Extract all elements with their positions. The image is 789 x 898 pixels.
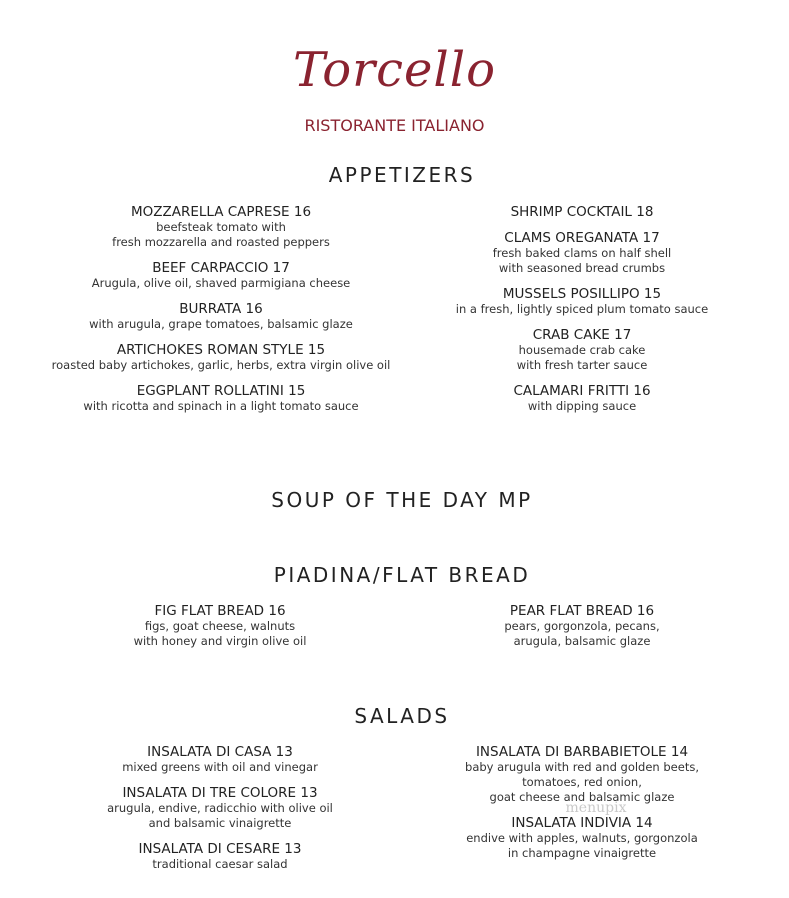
- menu-item: [40, 301, 402, 332]
- menu-item-description: endive with apples, walnuts, gorgonzola in champagne vinaigrette: [466, 831, 698, 860]
- menu-item: [40, 204, 402, 250]
- menu-item: [70, 841, 370, 872]
- menu-item: [432, 286, 732, 317]
- flatbread-heading: PIADINA/FLAT BREAD: [273, 563, 531, 587]
- appetizers-left-column: [40, 204, 402, 424]
- menu-item-description: arugula, endive, radicchio with olive oil and balsamic vinaigrette: [107, 801, 333, 830]
- salads-left-column: [70, 744, 370, 882]
- menu-item-description: figs, goat cheese, walnuts with honey and virgin olive oil: [133, 619, 307, 648]
- menu-item-name: INSALATA DI CASA 13: [147, 744, 293, 760]
- menu-item-name: BEEF CARPACCIO 17: [152, 260, 290, 276]
- menu-item: [70, 785, 370, 831]
- menu-item: [40, 383, 402, 414]
- menu-item-name: SHRIMP COCKTAIL 18: [510, 204, 654, 220]
- salads-heading: SALADS: [354, 704, 450, 728]
- menu-item: [432, 327, 732, 373]
- menu-item: [40, 260, 402, 291]
- menu-item-name: ARTICHOKES ROMAN STYLE 15: [116, 342, 326, 358]
- menu-item-description: in a fresh, lightly spiced plum tomato sauce: [455, 302, 709, 316]
- menu-item: [40, 342, 402, 373]
- menu-item: [432, 204, 732, 220]
- menu-item-name: MUSSELS POSILLIPO 15: [502, 286, 662, 302]
- menu-item-description: beefsteak tomato with fresh mozzarella and roasted peppers: [112, 220, 330, 249]
- menu-item-name: INSALATA DI TRE COLORE 13: [122, 785, 318, 801]
- menu-item-description: traditional caesar salad: [152, 857, 288, 871]
- appetizers-right-column: [432, 204, 732, 424]
- menu-item-name: FIG FLAT BREAD 16: [154, 603, 286, 619]
- menu-item-description: roasted baby artichokes, garlic, herbs, extra virgin olive oil: [51, 358, 391, 372]
- menu-item: [432, 383, 732, 414]
- menu-item-name: MOZZARELLA CAPRESE 16: [130, 204, 312, 220]
- appetizers-heading: APPETIZERS: [328, 163, 476, 187]
- menu-item-description: Arugula, olive oil, shaved parmigiana cheese: [91, 276, 351, 290]
- restaurant-logo: Torcello: [292, 42, 497, 98]
- watermark: menupix: [565, 800, 627, 816]
- menu-item: [70, 744, 370, 775]
- menu-item-description: housemade crab cake with fresh tarter sauce: [516, 343, 648, 372]
- menu-item-description: with ricotta and spinach in a light tomato sauce: [83, 399, 359, 413]
- soup-heading: SOUP OF THE DAY MP: [271, 488, 533, 512]
- menu-item-description: baby arugula with red and golden beets, tomatoes, red onion, goat cheese and balsamic glaze: [465, 760, 699, 804]
- menu-item: [442, 815, 722, 861]
- menu-item-description: with dipping sauce: [527, 399, 637, 413]
- menu-item: [442, 744, 722, 805]
- menu-item-name: INSALATA DI BARBABIETOLE 14: [475, 744, 689, 760]
- menu-item-name: PEAR FLAT BREAD 16: [509, 603, 655, 619]
- menu-item: [70, 603, 370, 649]
- menu-item-name: INSALATA DI CESARE 13: [138, 841, 302, 857]
- menu-item-description: pears, gorgonzola, pecans, arugula, balsamic glaze: [504, 619, 660, 648]
- menu-item-name: EGGPLANT ROLLATINI 15: [136, 383, 306, 399]
- menu-item: [432, 230, 732, 276]
- menu-item-name: CALAMARI FRITTI 16: [513, 383, 651, 399]
- menu-item-name: INSALATA INDIVIA 14: [511, 815, 653, 831]
- menu-item: [432, 603, 732, 649]
- menu-item-description: mixed greens with oil and vinegar: [122, 760, 318, 774]
- restaurant-tagline: RISTORANTE ITALIANO: [304, 116, 485, 135]
- menu-item-name: CRAB CAKE 17: [532, 327, 632, 343]
- flatbread-left-column: [70, 603, 370, 659]
- menu-item-name: CLAMS OREGANATA 17: [504, 230, 660, 246]
- menu-item-description: fresh baked clams on half shell with seasoned bread crumbs: [492, 246, 672, 275]
- flatbread-right-column: [432, 603, 732, 659]
- menu-item-description: with arugula, grape tomatoes, balsamic glaze: [89, 317, 353, 331]
- menu-item-name: BURRATA 16: [179, 301, 263, 317]
